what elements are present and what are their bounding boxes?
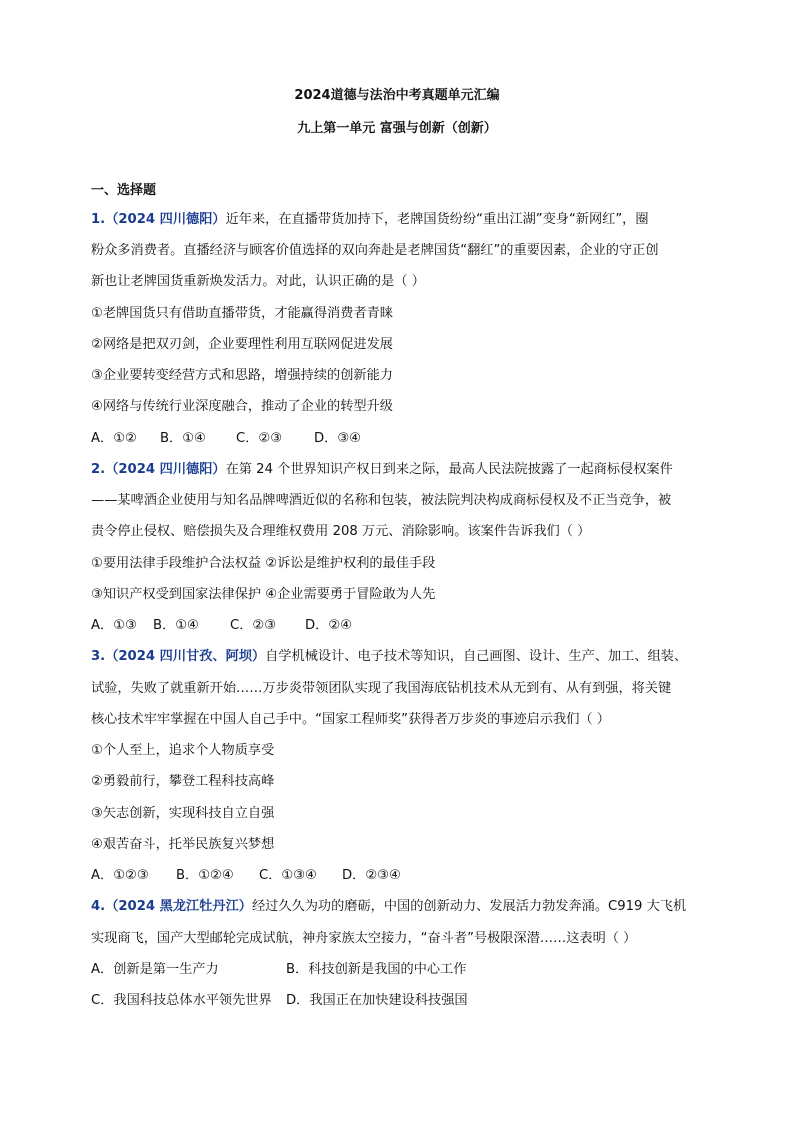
question-3-statement-4: ④艰苦奋斗，托举民族复兴梦想 <box>91 837 275 852</box>
question-1-line-1 <box>91 208 706 227</box>
question-1-option-c: C．②③ <box>236 431 283 446</box>
question-2-text: 在第 24 个世界知识产权日到来之际，最高人民法院披露了一起商标侵权案件 <box>225 462 673 477</box>
question-2-option-a: A．①③ <box>91 618 137 633</box>
question-1-number: 1. <box>91 212 106 227</box>
question-1-option-b: B．①④ <box>160 431 206 446</box>
question-3-option-d: D．②③④ <box>342 868 401 883</box>
question-1-option-d: D．③④ <box>314 431 361 446</box>
question-4-option-b: B．科技创新是我国的中心工作 <box>286 962 467 977</box>
document-subtitle: 九上第一单元 富强与创新（创新） <box>297 121 497 136</box>
question-4-line-2: 实现商飞，国产大型邮轮完成试航，神舟家族太空接力，“奋斗者”号极限深潜……这表明（ ） <box>91 931 637 946</box>
question-3-option-a: A．①②③ <box>91 868 149 883</box>
question-1-text: 近年来，在直播带货加持下，老牌国货纷纷“重出江湖”变身“新网红”，圈 <box>225 212 649 227</box>
question-4-option-c: C．我国科技总体水平领先世界 <box>91 993 272 1008</box>
section-heading: 一、选择题 <box>91 183 157 198</box>
question-3-line-3: 核心技术牢牢掌握在中国人自己手中。“国家工程师奖”获得者万步炎的事迹启示我们（ ） <box>91 712 610 727</box>
question-2-number: 2. <box>91 462 106 477</box>
document-title: 2024道德与法治中考真题单元汇编 <box>294 88 500 103</box>
question-3-text: 自学机械设计、电子技术等知识，自己画图、设计、生产、加工、组装、 <box>265 649 688 664</box>
question-3-source: （2024 四川甘孜、阿坝） <box>105 649 266 664</box>
question-2-option-d: D．②④ <box>305 618 352 633</box>
question-3-statement-3: ③矢志创新，实现科技自立自强 <box>91 806 275 821</box>
question-4-source: （2024 黑龙江牡丹江） <box>105 899 252 914</box>
question-3-line-2: 试验，失败了就重新开始……万步炎带领团队实现了我国海底钻机技术从无到有、从有到强，将关键 <box>91 681 672 696</box>
question-4-number: 4. <box>91 899 106 914</box>
question-3-statement-2: ②勇毅前行，攀登工程科技高峰 <box>91 774 275 789</box>
question-4-option-d: D．我国正在加快建设科技强国 <box>286 993 468 1008</box>
question-2-statement-1: ①要用法律手段维护合法权益 ②诉讼是维护权利的最佳手段 <box>91 556 436 571</box>
question-3-option-c: C．①③④ <box>259 868 317 883</box>
question-2-statement-2: ③知识产权受到国家法律保护 ④企业需要勇于冒险敢为人先 <box>91 587 436 602</box>
question-2-line-2: ——某啤酒企业使用与知名品牌啤酒近似的名称和包装，被法院判决构成商标侵权及不正当竞争，被 <box>91 493 672 508</box>
question-2-line-1 <box>91 458 706 477</box>
question-1-source: （2024 四川德阳） <box>105 212 226 227</box>
question-1-statement-3: ③企业要转变经营方式和思路，增强持续的创新能力 <box>91 368 393 383</box>
question-1-statement-2: ②网络是把双刃剑，企业要理性利用互联网促进发展 <box>91 337 393 352</box>
question-2-option-c: C．②③ <box>230 618 277 633</box>
question-2-line-3: 责令停止侵权、赔偿损失及合理维权费用 208 万元、消除影响。该案件告诉我们（ ） <box>91 524 591 539</box>
question-3-option-b: B．①②④ <box>176 868 234 883</box>
question-3-line-1 <box>91 645 706 664</box>
question-1-line-3: 新也让老牌国货重新焕发活力。对此，认识正确的是（ ） <box>91 274 425 289</box>
question-1-line-2: 粉众多消费者。直播经济与顾客价值选择的双向奔赴是老牌国货“翻红”的重要因素，企业的守正创 <box>91 243 659 258</box>
question-1-statement-1: ①老牌国货只有借助直播带货，才能赢得消费者青睐 <box>91 306 393 321</box>
question-3-number: 3. <box>91 649 106 664</box>
question-4-option-a: A．创新是第一生产力 <box>91 962 219 977</box>
question-2-option-b: B．①④ <box>153 618 199 633</box>
question-2-source: （2024 四川德阳） <box>105 462 226 477</box>
question-1-option-a: A．①② <box>91 431 137 446</box>
question-3-statement-1: ①个人至上，追求个人物质享受 <box>91 743 275 758</box>
question-4-text: 经过久久为功的磨砺，中国的创新动力、发展活力勃发奔涌。C919 大飞机 <box>251 899 687 914</box>
question-4-line-1 <box>91 895 706 914</box>
question-1-statement-4: ④网络与传统行业深度融合，推动了企业的转型升级 <box>91 399 393 414</box>
